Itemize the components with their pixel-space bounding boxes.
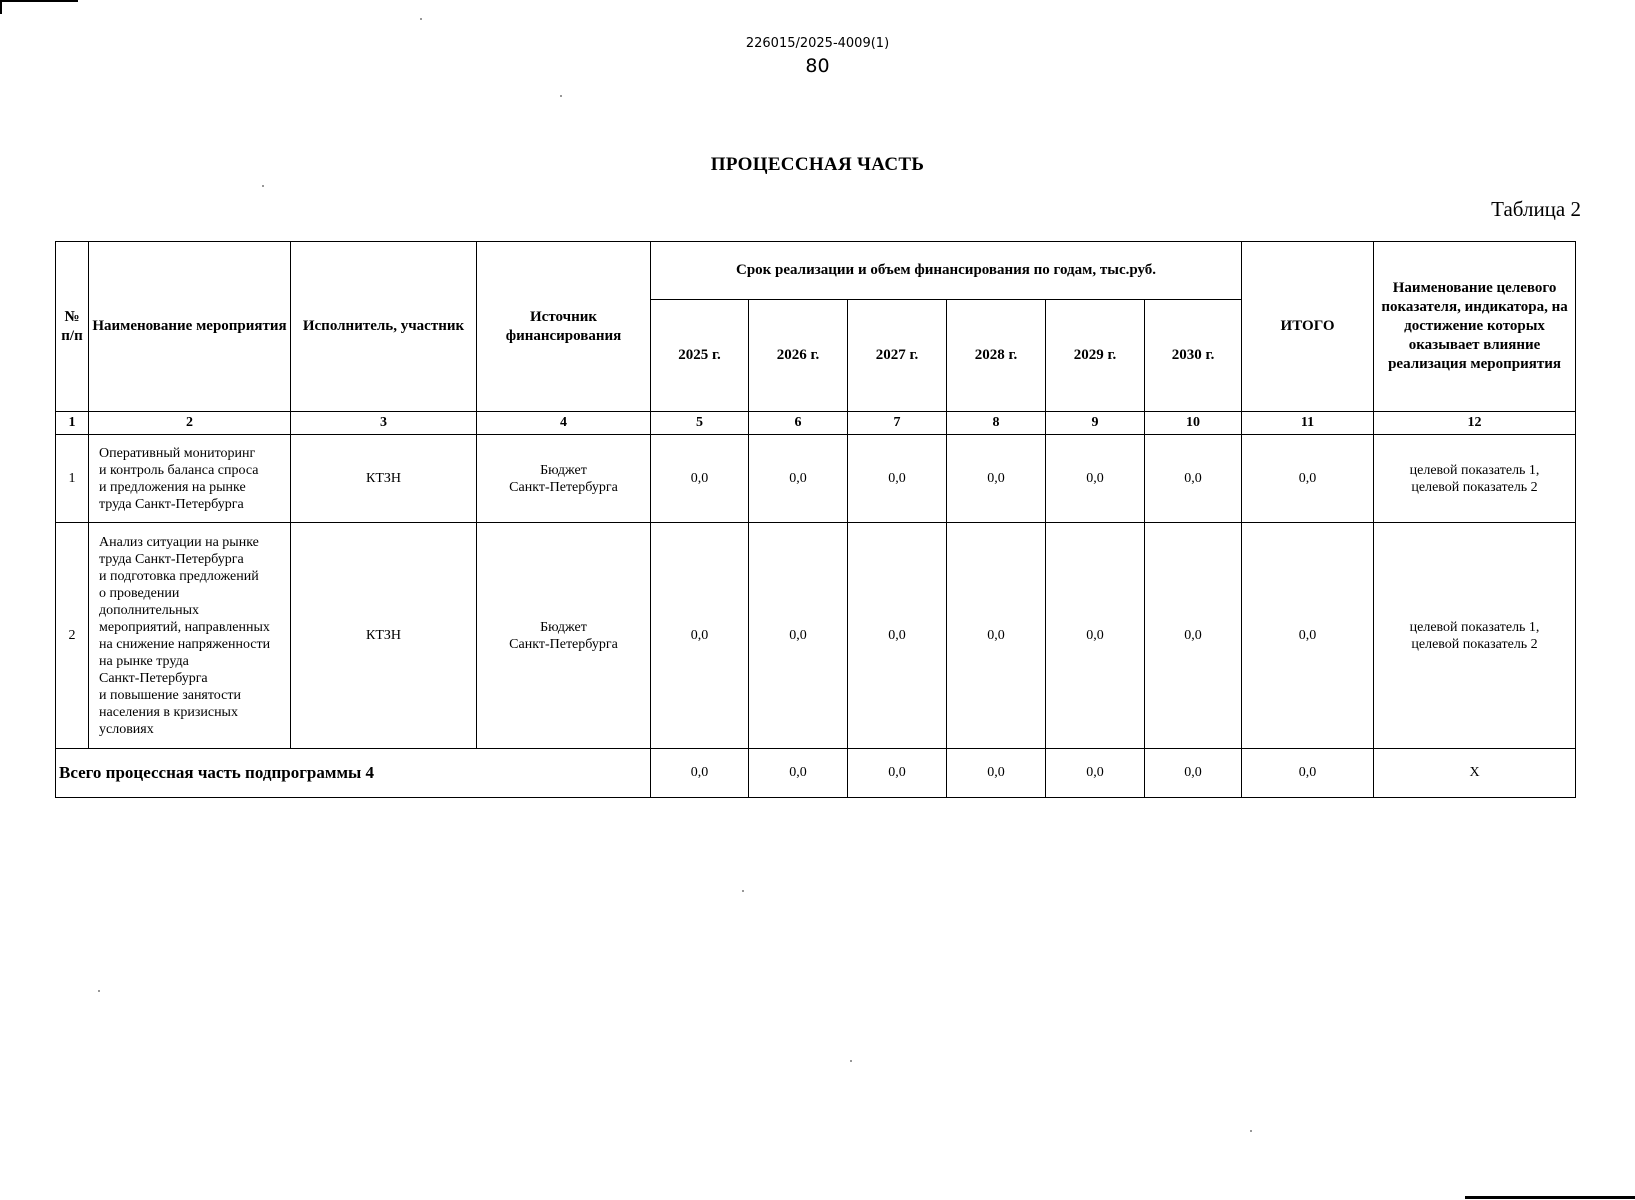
year-value: 0,0 — [848, 435, 947, 523]
year-value: 0,0 — [651, 435, 749, 523]
scan-edge-bottom-right — [1465, 1196, 1635, 1199]
header-year: 2025 г. — [651, 300, 749, 412]
scan-edge-top-left — [0, 0, 78, 2]
column-number: 11 — [1242, 412, 1374, 435]
year-value: 0,0 — [651, 523, 749, 749]
header-name: Наименование мероприятия — [89, 242, 291, 412]
activity-name-line: и контроль баланса спроса — [99, 462, 259, 478]
column-number: 4 — [477, 412, 651, 435]
funding-source-line: Бюджет — [540, 619, 587, 635]
funding-source-line: Санкт-Петербурга — [509, 479, 618, 495]
year-value: 0,0 — [1046, 435, 1145, 523]
activity-name-line: населения в кризисных — [99, 704, 238, 720]
row-total: 0,0 — [1242, 435, 1374, 523]
header-executor: Исполнитель, участник — [291, 242, 477, 412]
funding-source-line: Бюджет — [540, 462, 587, 478]
activity-name-line: труда Санкт-Петербурга — [99, 496, 244, 512]
activity-name-line: и повышение занятости — [99, 687, 241, 703]
column-number: 2 — [89, 412, 291, 435]
year-value: 0,0 — [749, 435, 848, 523]
scan-dot — [850, 1060, 852, 1062]
year-value: 0,0 — [1046, 523, 1145, 749]
column-number: 10 — [1145, 412, 1242, 435]
table-label: Таблица 2 — [1491, 197, 1581, 221]
header-indicator: Наименование целевого показателя, индикатора, на достижение которых оказывает влияние реализация мероприятия — [1374, 242, 1576, 412]
header-total: ИТОГО — [1242, 242, 1374, 412]
indicator — [1374, 523, 1576, 749]
column-number: 1 — [56, 412, 89, 435]
activity-name-line: мероприятий, направленных — [99, 619, 270, 635]
total-year-value: 0,0 — [1145, 749, 1242, 798]
document-id: 226015/2025-4009(1) — [745, 36, 890, 51]
year-value: 0,0 — [947, 523, 1046, 749]
page-title: ПРОЦЕССНАЯ ЧАСТЬ — [710, 154, 925, 175]
header-year: 2030 г. — [1145, 300, 1242, 412]
column-number: 3 — [291, 412, 477, 435]
total-year-value: 0,0 — [651, 749, 749, 798]
activity-name-line: Оперативный мониторинг — [99, 445, 256, 461]
activity-name-line: Санкт-Петербурга — [99, 670, 208, 686]
indicator-line: целевой показатель 2 — [1411, 636, 1538, 652]
activity-name-line: труда Санкт-Петербурга — [99, 551, 244, 567]
row-total: 0,0 — [1242, 523, 1374, 749]
page-number: 80 — [805, 55, 830, 77]
activity-name-line: на рынке труда — [99, 653, 189, 669]
activity-name-line: Анализ ситуации на рынке — [99, 534, 259, 550]
indicator-line: целевой показатель 1, — [1409, 462, 1540, 478]
year-value: 0,0 — [1145, 435, 1242, 523]
scan-edge-left — [0, 0, 2, 14]
indicator-line: целевой показатель 1, — [1409, 619, 1540, 635]
activity-name-line: и предложения на рынке — [99, 479, 246, 495]
table-row — [56, 523, 1576, 749]
total-row-label: Всего процессная часть подпрограммы 4 — [56, 749, 651, 798]
row-num: 1 — [56, 435, 89, 523]
column-number: 8 — [947, 412, 1046, 435]
scan-dot — [262, 185, 264, 187]
year-value: 0,0 — [947, 435, 1046, 523]
column-number: 7 — [848, 412, 947, 435]
process-table — [55, 241, 1576, 798]
executor: КТЗН — [291, 523, 477, 749]
activity-name-line: о проведении — [99, 585, 180, 601]
scan-dot — [1250, 1130, 1252, 1132]
column-number: 5 — [651, 412, 749, 435]
total-indicator: X — [1374, 749, 1576, 798]
column-number-row — [56, 412, 1576, 435]
indicator-line: целевой показатель 2 — [1411, 479, 1538, 495]
activity-name-line: на снижение напряженности — [99, 636, 271, 652]
activity-name — [89, 523, 291, 749]
header-year: 2029 г. — [1046, 300, 1145, 412]
executor: КТЗН — [291, 435, 477, 523]
year-value: 0,0 — [1145, 523, 1242, 749]
header-year: 2026 г. — [749, 300, 848, 412]
header-year: 2027 г. — [848, 300, 947, 412]
column-number: 6 — [749, 412, 848, 435]
column-number: 9 — [1046, 412, 1145, 435]
header-source: Источник финансирования — [477, 242, 651, 412]
total-year-value: 0,0 — [749, 749, 848, 798]
funding-source-line: Санкт-Петербурга — [509, 636, 618, 652]
year-value: 0,0 — [749, 523, 848, 749]
grand-total: 0,0 — [1242, 749, 1374, 798]
total-year-value: 0,0 — [947, 749, 1046, 798]
year-value: 0,0 — [848, 523, 947, 749]
table-row — [56, 435, 1576, 523]
activity-name-line: и подготовка предложений — [99, 568, 259, 584]
funding-source — [477, 435, 651, 523]
total-row — [56, 749, 1576, 798]
scan-dot — [420, 18, 422, 20]
indicator — [1374, 435, 1576, 523]
row-num: 2 — [56, 523, 89, 749]
total-year-value: 0,0 — [1046, 749, 1145, 798]
column-number: 12 — [1374, 412, 1576, 435]
header-num: № п/п — [56, 242, 89, 412]
header-year: 2028 г. — [947, 300, 1046, 412]
scan-dot — [742, 890, 744, 892]
total-year-value: 0,0 — [848, 749, 947, 798]
funding-source — [477, 523, 651, 749]
activity-name-line: условиях — [99, 721, 154, 737]
activity-name — [89, 435, 291, 523]
scan-dot — [560, 95, 562, 97]
activity-name-line: дополнительных — [99, 602, 200, 618]
scan-dot — [98, 990, 100, 992]
header-period-group: Срок реализации и объем финансирования по годам, тыс.руб. — [651, 242, 1242, 300]
